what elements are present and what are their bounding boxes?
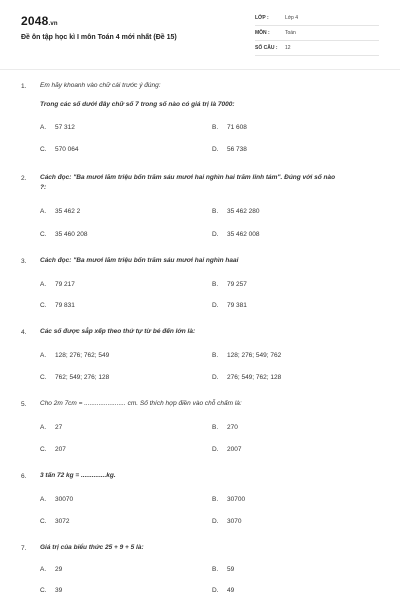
option-value[interactable]: 3072 bbox=[55, 518, 70, 525]
header bbox=[0, 0, 400, 62]
meta-count-value: 12 bbox=[285, 45, 291, 51]
option-value[interactable]: 27 bbox=[55, 424, 63, 431]
option-letter[interactable]: A. bbox=[40, 566, 47, 573]
question-number: 2. bbox=[21, 175, 27, 182]
option-value[interactable]: 207 bbox=[55, 446, 66, 453]
option-value[interactable]: 30700 bbox=[227, 496, 246, 503]
option-letter[interactable]: B. bbox=[212, 281, 219, 288]
question-text: Cách đọc: "Ba mươi lăm triệu bốn trăm sáu mươi hai nghìn hai trăm linh tám". Đúng với số nào bbox=[40, 174, 336, 181]
option-letter[interactable]: D. bbox=[212, 587, 219, 594]
option-value[interactable]: 56 738 bbox=[227, 146, 247, 153]
question-text: 3 tấn 72 kg = ..............kg. bbox=[40, 472, 116, 479]
option-letter[interactable]: C. bbox=[40, 587, 47, 594]
option-letter[interactable]: A. bbox=[40, 424, 47, 431]
option-value[interactable]: 128; 276; 549; 762 bbox=[227, 352, 282, 359]
site-logo[interactable] bbox=[21, 14, 58, 28]
question-subtext: Trong các số dưới đây chữ số 7 trong số nào có giá trị là 7000: bbox=[40, 101, 235, 108]
option-value[interactable]: 30070 bbox=[55, 496, 74, 503]
meta-subject-label: MÔN : bbox=[255, 30, 270, 36]
meta-class-label: LỚP : bbox=[255, 15, 269, 21]
header-divider bbox=[0, 69, 400, 70]
question-text: Em hãy khoanh vào chữ cái trước ý đúng: bbox=[40, 82, 161, 89]
option-letter[interactable]: A. bbox=[40, 281, 47, 288]
question-text: Cách đọc: "Ba mươi lăm triệu bốn trăm sáu mươi hai nghìn haai bbox=[40, 257, 239, 264]
option-letter[interactable]: B. bbox=[212, 124, 219, 131]
option-letter[interactable]: C. bbox=[40, 518, 47, 525]
meta-count-row bbox=[255, 44, 379, 56]
option-value[interactable]: 79 217 bbox=[55, 281, 75, 288]
exam-title: Đề ôn tập học kì I môn Toán 4 mới nhất (Đề 15) bbox=[21, 34, 177, 41]
option-value[interactable]: 79 257 bbox=[227, 281, 247, 288]
meta-subject-value: Toán bbox=[285, 30, 296, 36]
question-number: 4. bbox=[21, 329, 27, 336]
option-letter[interactable]: D. bbox=[212, 518, 219, 525]
option-letter[interactable]: D. bbox=[212, 302, 219, 309]
option-letter[interactable]: D. bbox=[212, 146, 219, 153]
question-number: 5. bbox=[21, 401, 27, 408]
logo-main: 2048 bbox=[21, 14, 49, 28]
option-value[interactable]: 35 462 280 bbox=[227, 208, 260, 215]
question-text: Giá trị của biểu thức 25 + 9 + 5 là: bbox=[40, 544, 144, 551]
option-value[interactable]: 79 381 bbox=[227, 302, 247, 309]
option-value[interactable]: 2007 bbox=[227, 446, 242, 453]
option-letter[interactable]: A. bbox=[40, 352, 47, 359]
option-value[interactable]: 276; 549; 762; 128 bbox=[227, 374, 282, 381]
option-letter[interactable]: A. bbox=[40, 124, 47, 131]
question-text-cont: ?: bbox=[40, 184, 47, 191]
option-value[interactable]: 59 bbox=[227, 566, 235, 573]
option-value[interactable]: 3070 bbox=[227, 518, 242, 525]
option-value[interactable]: 128; 276; 762; 549 bbox=[55, 352, 110, 359]
option-value[interactable]: 35 460 208 bbox=[55, 231, 88, 238]
question-number: 3. bbox=[21, 258, 27, 265]
option-value[interactable]: 39 bbox=[55, 587, 63, 594]
option-value[interactable]: 35 462 008 bbox=[227, 231, 260, 238]
option-letter[interactable]: B. bbox=[212, 424, 219, 431]
option-letter[interactable]: C. bbox=[40, 446, 47, 453]
option-letter[interactable]: D. bbox=[212, 231, 219, 238]
question-number: 6. bbox=[21, 473, 27, 480]
option-letter[interactable]: A. bbox=[40, 208, 47, 215]
meta-count-label: SỐ CÂU : bbox=[255, 45, 278, 51]
option-letter[interactable]: D. bbox=[212, 446, 219, 453]
option-letter[interactable]: B. bbox=[212, 566, 219, 573]
meta-class-row bbox=[255, 14, 379, 26]
option-letter[interactable]: C. bbox=[40, 374, 47, 381]
question-text: Cho 2m 7cm = ....................... cm. Số thích hợp điền vào chỗ chấm là: bbox=[40, 400, 242, 407]
option-letter[interactable]: B. bbox=[212, 352, 219, 359]
option-value[interactable]: 762; 549; 276; 128 bbox=[55, 374, 110, 381]
option-letter[interactable]: B. bbox=[212, 208, 219, 215]
option-value[interactable]: 270 bbox=[227, 424, 238, 431]
option-letter[interactable]: A. bbox=[40, 496, 47, 503]
option-value[interactable]: 35 462 2 bbox=[55, 208, 81, 215]
option-value[interactable]: 57 312 bbox=[55, 124, 75, 131]
meta-class-value: Lớp 4 bbox=[285, 15, 299, 21]
question-text: Các số được sắp xếp theo thứ tự từ bé đến lớn là: bbox=[40, 328, 196, 335]
option-value[interactable]: 71 608 bbox=[227, 124, 247, 131]
option-value[interactable]: 79 831 bbox=[55, 302, 75, 309]
option-letter[interactable]: C. bbox=[40, 302, 47, 309]
meta-subject-row bbox=[255, 29, 379, 41]
option-letter[interactable]: D. bbox=[212, 374, 219, 381]
option-value[interactable]: 49 bbox=[227, 587, 235, 594]
option-letter[interactable]: C. bbox=[40, 231, 47, 238]
option-value[interactable]: 29 bbox=[55, 566, 63, 573]
logo-suffix: .vn bbox=[48, 21, 58, 27]
option-letter[interactable]: B. bbox=[212, 496, 219, 503]
option-value[interactable]: 570 064 bbox=[55, 146, 79, 153]
question-number: 7. bbox=[21, 545, 27, 552]
option-letter[interactable]: C. bbox=[40, 146, 47, 153]
question-number: 1. bbox=[21, 83, 27, 90]
